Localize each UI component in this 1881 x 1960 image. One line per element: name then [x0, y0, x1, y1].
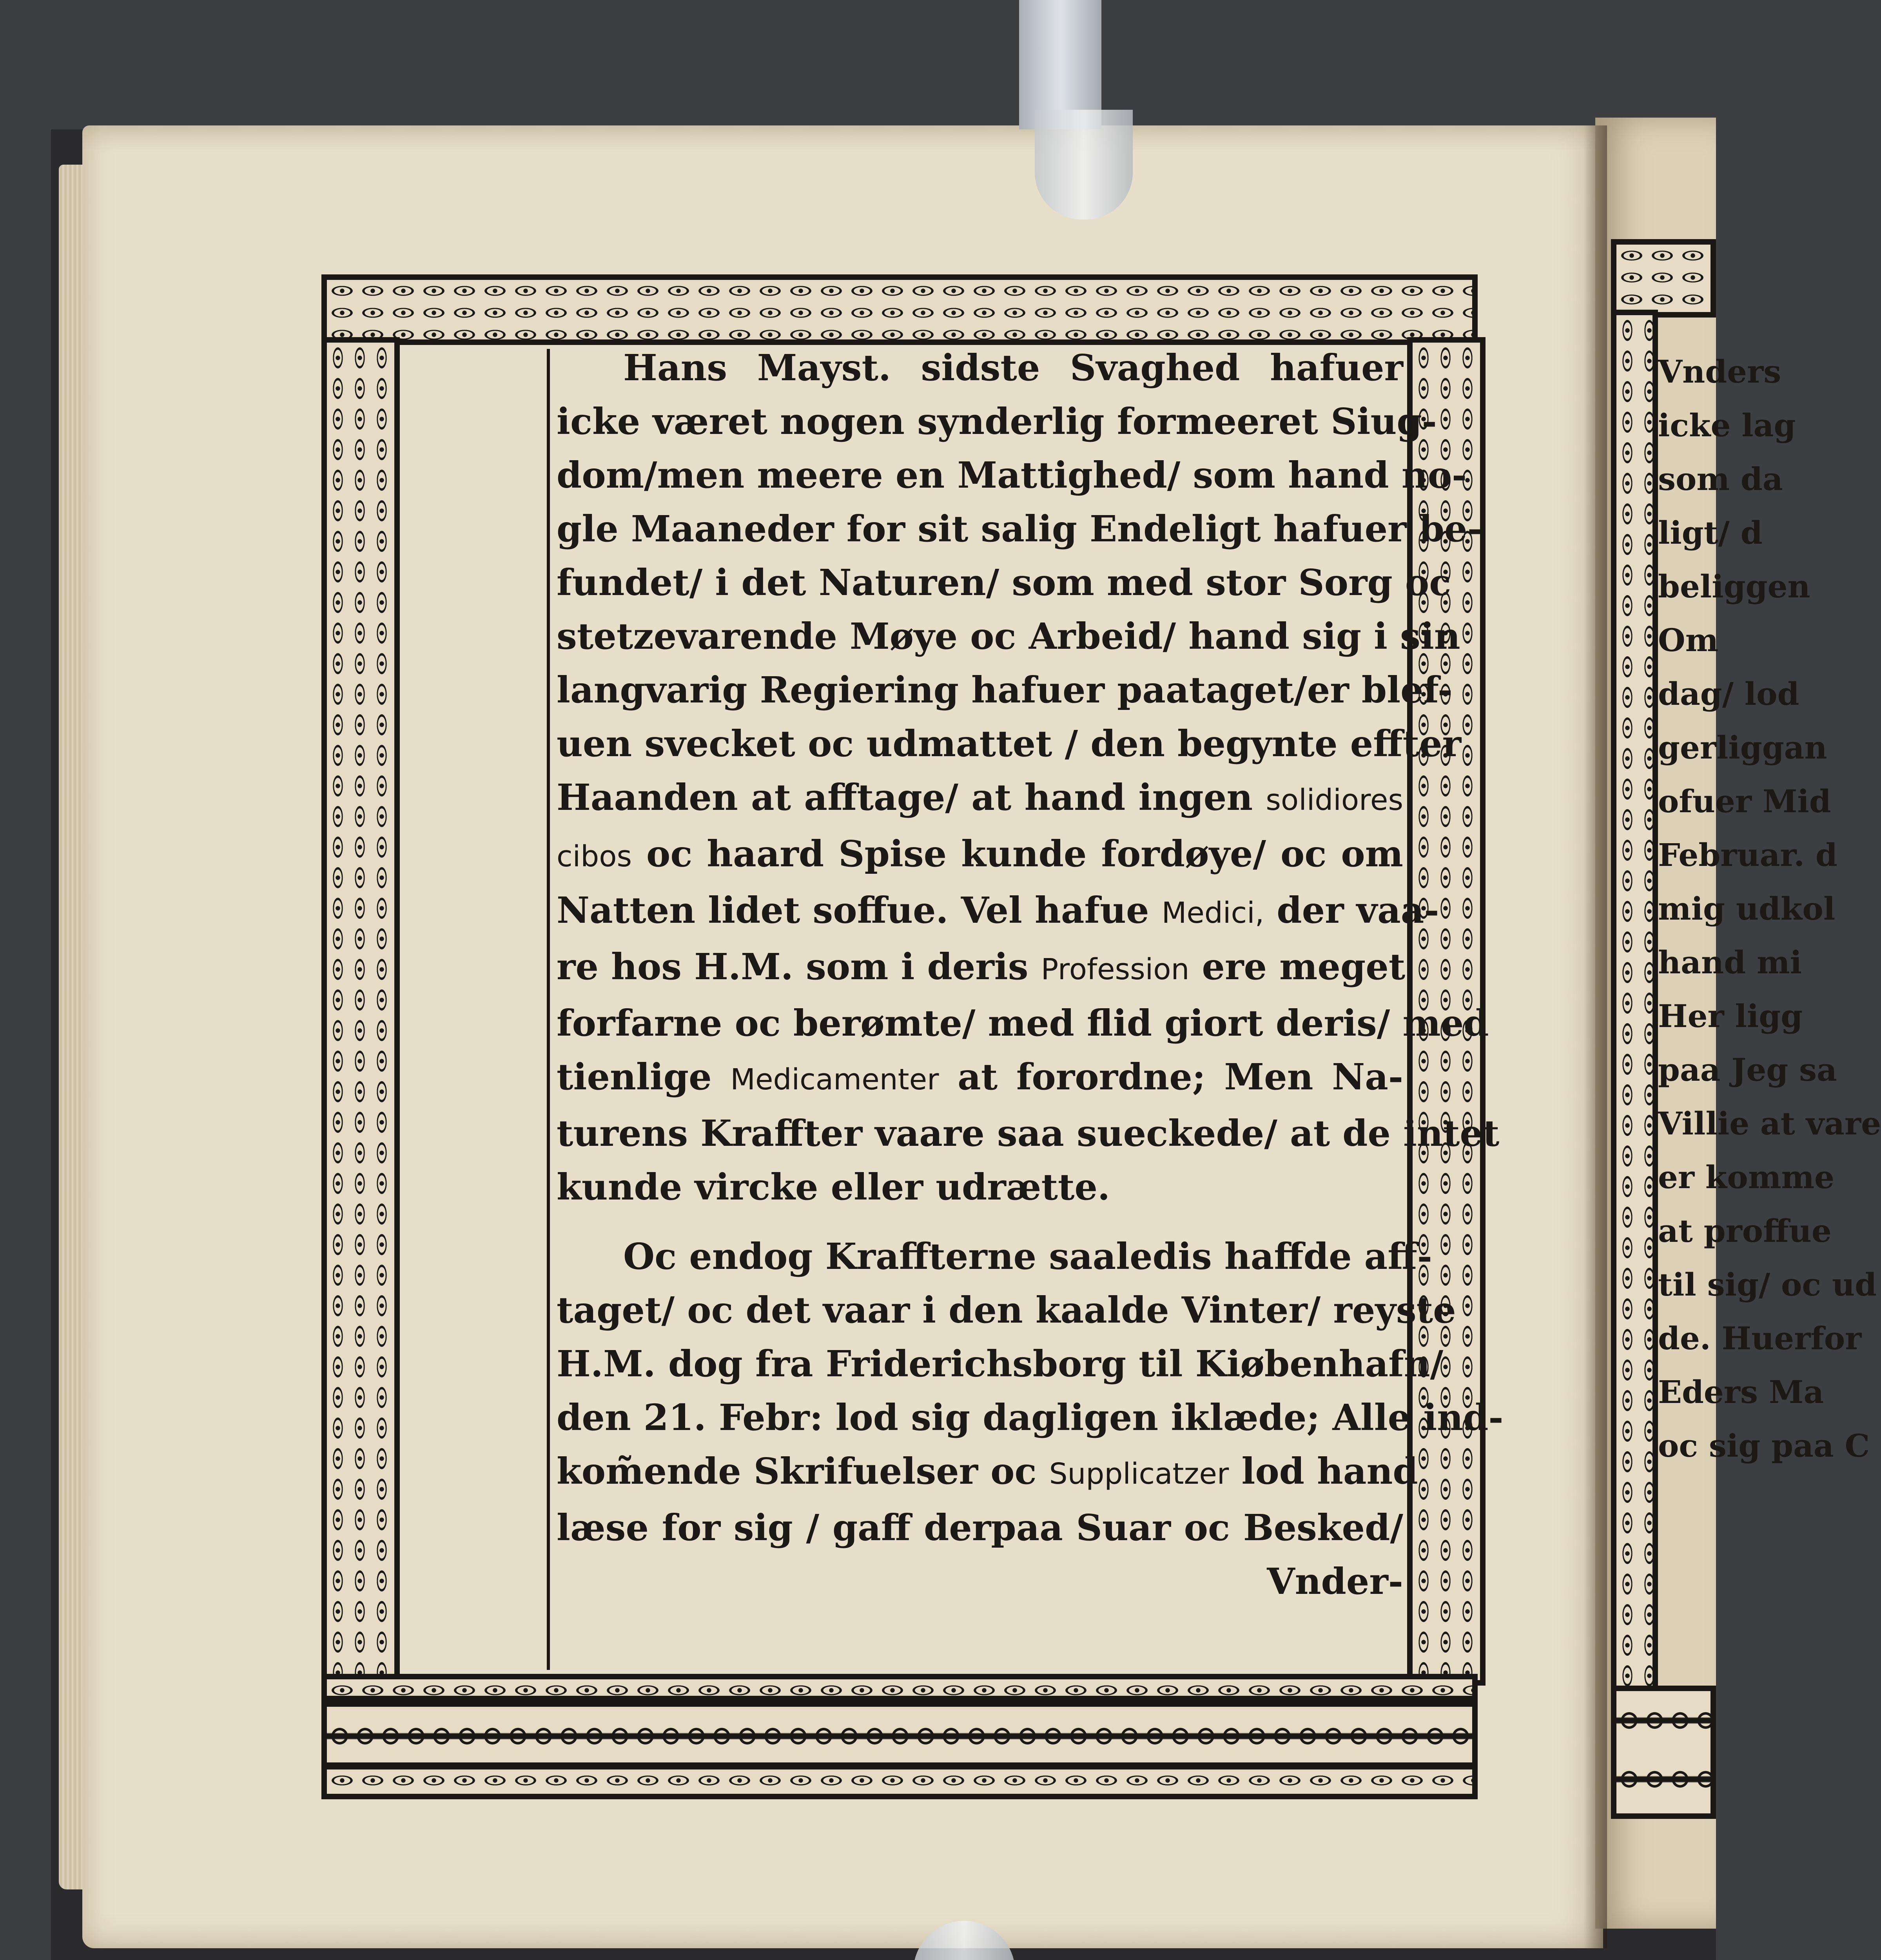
text-run: kunde vircke eller udrætte. — [557, 1166, 1110, 1208]
text-run: taget/ oc det vaar i den kaalde Vinter/ reyste — [557, 1289, 1456, 1331]
page-clip-top — [1035, 110, 1133, 220]
text-line — [557, 1050, 1403, 1107]
facing-page-border-left — [1611, 310, 1658, 1760]
text-run: forfarne oc berømte/ med flid giort deris/ med — [557, 1002, 1489, 1044]
facing-text-line: som da — [1658, 461, 1783, 497]
text-run: Vnder- — [1267, 1560, 1403, 1602]
facing-text-line: til sig/ oc ud — [1658, 1266, 1877, 1303]
text-line — [557, 1555, 1403, 1608]
text-line — [557, 395, 1437, 448]
latin-word: Profession — [1041, 953, 1190, 986]
facing-text-line: Her ligg — [1658, 998, 1803, 1034]
text-run: læse for sig / gaff derpaa Suar oc Besked/ — [557, 1506, 1403, 1549]
text-run: Natten lidet soffue. Vel hafue — [557, 889, 1162, 931]
ornamental-border-bottom-scroll — [321, 1701, 1478, 1768]
text-line — [557, 663, 1453, 717]
ornamental-border-bottom-inner — [321, 1674, 1478, 1701]
text-run: H.M. dog fra Friderichsborg til Kiøbenhafn/ — [557, 1343, 1444, 1385]
text-run: langvarig Regiering hafuer paataget/er blef- — [557, 669, 1453, 711]
text-line — [557, 1160, 1403, 1214]
facing-text-line: Om — [1658, 622, 1719, 659]
latin-word: Medicamenter — [730, 1063, 939, 1096]
text-line — [557, 827, 1403, 884]
facing-page-border-top — [1611, 239, 1716, 318]
facing-text-line: Eders Ma — [1658, 1374, 1824, 1410]
text-run: fundet/ i det Naturen/ som med stor Sorg oc — [557, 561, 1451, 604]
text-line — [557, 884, 1439, 940]
facing-text-line: icke lag — [1658, 407, 1796, 444]
text-run: Hans Mayst. sidste Svaghed hafuer — [623, 347, 1403, 389]
ornamental-border-left — [321, 337, 400, 1686]
text-run: dom/men meere en Mattighed/ som hand no- — [557, 454, 1467, 496]
latin-word: Supplicatzer — [1049, 1457, 1229, 1491]
text-run: re hos H.M. som i deris — [557, 946, 1041, 988]
ornamental-border-top — [321, 274, 1478, 345]
text-run: icke været nogen synderlig formeeret Siug- — [557, 400, 1437, 443]
text-run: Oc endog Kraffterne saaledis haffde aff- — [623, 1235, 1432, 1278]
facing-text-line: Februar. d — [1658, 837, 1837, 873]
facing-text-line: ofuer Mid — [1658, 783, 1831, 820]
text-line — [557, 610, 1460, 663]
latin-word: cibos — [557, 840, 632, 873]
text-line — [557, 1230, 1432, 1283]
text-line — [557, 996, 1489, 1050]
text-run: kom̃ende Skrifuelser oc — [557, 1450, 1049, 1492]
text-run: turens Kraffter vaare saa sueckede/ at de intet — [557, 1112, 1500, 1154]
text-line — [557, 556, 1451, 610]
text-run: Haanden at afftage/ at hand ingen — [557, 776, 1266, 818]
facing-page-border-bottom — [1611, 1686, 1716, 1819]
facing-text-line: hand mi — [1658, 944, 1802, 981]
text-run: stetzevarende Møye oc Arbeid/ hand sig i sin — [557, 615, 1460, 657]
facing-text-line: ligt/ d — [1658, 514, 1763, 551]
text-line — [557, 1283, 1456, 1337]
text-run: uen svecket oc udmattet / den begynte effter — [557, 722, 1462, 765]
page-text — [557, 341, 1504, 1674]
text-line — [557, 1501, 1403, 1555]
facing-text-line: oc sig paa C — [1658, 1427, 1870, 1464]
text-line — [557, 717, 1462, 771]
text-line — [557, 771, 1403, 827]
text-run: der vaa- — [1264, 889, 1439, 931]
facing-page-text — [1658, 345, 1881, 1693]
facing-text-line: gerliggan — [1658, 729, 1827, 766]
facing-text-line: Vnders — [1658, 353, 1781, 390]
text-line — [557, 1445, 1418, 1501]
text-run: at forordne; Men Na- — [939, 1056, 1404, 1098]
paragraph-gap — [557, 1214, 1403, 1230]
text-run: den 21. Febr: lod sig dagligen iklæde; Alle ind- — [557, 1396, 1504, 1439]
text-line — [557, 502, 1482, 556]
text-run: oc haard Spise kunde fordøye/ oc om — [632, 833, 1403, 875]
text-line — [557, 1391, 1504, 1445]
text-line — [557, 1107, 1500, 1160]
text-line — [557, 940, 1406, 996]
latin-word: solidiores — [1266, 783, 1403, 817]
facing-text-line: Villie at vare — [1658, 1105, 1881, 1142]
text-run: ere meget — [1189, 946, 1406, 988]
facing-text-line: at proffue — [1658, 1212, 1832, 1249]
facing-text-line: dag/ lod — [1658, 675, 1799, 712]
book-gutter — [1584, 125, 1607, 1948]
latin-word: Medici, — [1161, 896, 1264, 930]
facing-text-line: de. Huerfor — [1658, 1320, 1862, 1357]
facing-text-line: er komme — [1658, 1159, 1834, 1196]
text-line — [557, 341, 1403, 395]
text-line — [557, 448, 1467, 502]
text-run: tienlige — [557, 1056, 731, 1098]
facing-text-line: paa Jeg sa — [1658, 1051, 1837, 1088]
facing-text-line: beliggen — [1658, 568, 1810, 605]
text-line — [557, 1337, 1444, 1391]
facing-text-line: mig udkol — [1658, 890, 1836, 927]
text-run: gle Maaneder for sit salig Endeligt hafuer be- — [557, 508, 1482, 550]
text-run: lod hand — [1229, 1450, 1418, 1492]
text-margin-rule — [547, 349, 550, 1670]
ornamental-border-bottom-outer — [321, 1764, 1478, 1799]
